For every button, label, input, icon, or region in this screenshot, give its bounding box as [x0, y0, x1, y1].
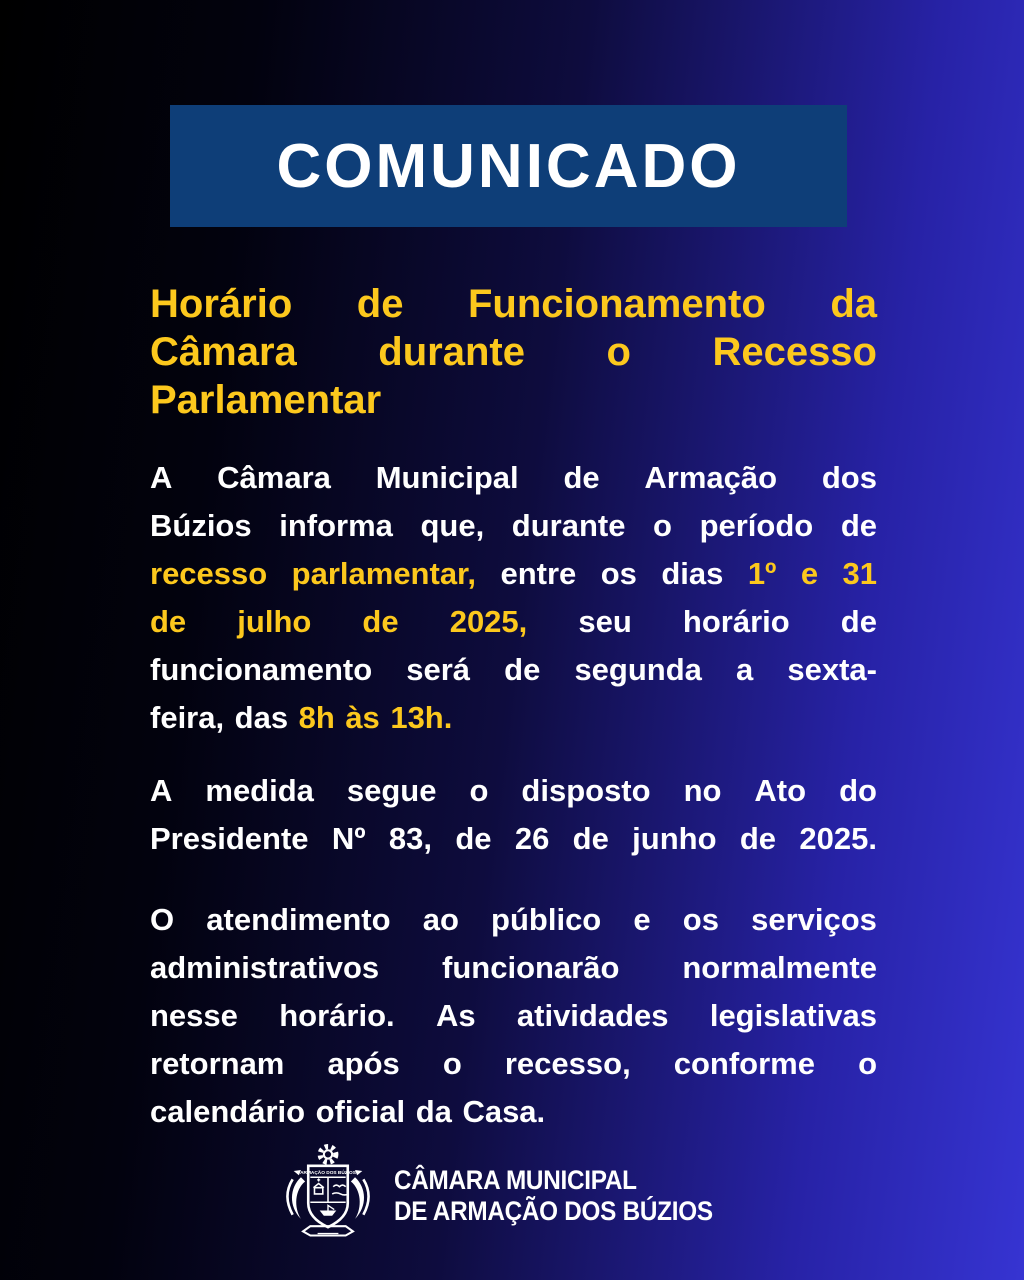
highlighted-word: 1º: [747, 556, 777, 591]
highlighted-word: 31: [842, 556, 877, 591]
highlighted-word: às: [345, 700, 380, 735]
text-word: O: [150, 902, 175, 937]
highlighted-word: 13h.: [390, 700, 453, 735]
paragraph-presidential-act: [150, 767, 877, 863]
highlighted-word: parlamentar,: [291, 556, 477, 591]
text-word: Funcionamento: [468, 282, 766, 326]
highlighted-word: 8h: [298, 700, 335, 735]
text-word: atendimento: [206, 902, 391, 937]
org-wordmark: [394, 1165, 713, 1227]
text-word: de: [739, 821, 777, 856]
text-line: [150, 646, 877, 694]
text-word: de: [504, 652, 541, 687]
org-name-line2: DE ARMAÇÃO DOS BÚZIOS: [393, 1196, 713, 1226]
highlighted-word: e: [800, 556, 819, 591]
text-line: [150, 992, 877, 1040]
text-word: horário.: [279, 998, 395, 1033]
text-word: horário: [682, 604, 790, 639]
text-word: administrativos: [150, 950, 380, 985]
text-word: de: [563, 460, 600, 495]
text-word: 83,: [388, 821, 432, 856]
text-word: seu: [578, 604, 632, 639]
text-word: após: [327, 1046, 400, 1081]
text-word: 2025.: [799, 821, 877, 856]
text-word: junho: [632, 821, 717, 856]
text-word: de: [572, 821, 609, 856]
text-word: Câmara: [217, 460, 331, 495]
text-word: funcionarão: [442, 950, 620, 985]
text-word: o: [653, 508, 672, 543]
text-word: Municipal: [375, 460, 519, 495]
text-word: da: [415, 1094, 452, 1129]
text-line: [150, 598, 877, 646]
text-word: feira,: [150, 700, 225, 735]
text-word: ao: [422, 902, 459, 937]
text-word: atividades: [516, 998, 669, 1033]
text-word: dias: [661, 556, 724, 591]
text-word: do: [839, 773, 877, 808]
text-word: oficial: [315, 1094, 406, 1129]
crest-inscription: ARMAÇÃO DOS BÚZIOS: [299, 1171, 356, 1177]
text-line: [150, 328, 877, 376]
text-line: [150, 1040, 877, 1088]
text-line: [150, 376, 877, 424]
text-word: A: [150, 773, 173, 808]
highlighted-word: julho: [237, 604, 312, 639]
text-word: medida: [205, 773, 314, 808]
announcement-title: [150, 280, 877, 424]
text-word: serviços: [751, 902, 877, 937]
text-word: Horário: [150, 282, 293, 326]
comunicado-banner: [170, 105, 847, 227]
text-word: de: [455, 821, 492, 856]
text-word: funcionamento: [150, 652, 373, 687]
text-word: os: [682, 902, 719, 937]
org-name-line1: CÂMARA MUNICIPAL: [393, 1165, 637, 1195]
text-word: Câmara: [150, 330, 297, 374]
text-line: [150, 896, 877, 944]
text-word: o: [469, 773, 489, 808]
text-word: de: [840, 508, 877, 543]
text-word: será: [406, 652, 471, 687]
text-word: recesso,: [504, 1046, 631, 1081]
text-word: segunda: [574, 652, 702, 687]
highlighted-word: recesso: [150, 556, 268, 591]
text-word: e: [633, 902, 651, 937]
text-word: período: [699, 508, 814, 543]
banner-title: COMUNICADO: [276, 131, 741, 201]
text-word: sexta-: [787, 652, 877, 687]
text-word: entre: [500, 556, 577, 591]
text-word: o: [858, 1046, 877, 1081]
text-word: As: [435, 998, 476, 1033]
text-word: durante: [511, 508, 626, 543]
text-word: A: [150, 460, 173, 495]
text-word: o: [442, 1046, 462, 1081]
text-word: disposto: [521, 773, 651, 808]
text-word: no: [683, 773, 722, 808]
text-word: o: [606, 330, 631, 374]
text-word: durante: [378, 330, 525, 374]
text-word: Recesso: [712, 330, 877, 374]
text-word: Nº: [331, 821, 366, 856]
city-crest-icon: [276, 1144, 380, 1248]
text-word: Búzios: [150, 508, 252, 543]
text-word: que,: [420, 508, 485, 543]
text-line: [150, 694, 877, 742]
text-word: Parlamentar: [150, 378, 382, 422]
highlighted-word: 2025,: [449, 604, 528, 639]
text-word: calendário: [150, 1094, 306, 1129]
text-line: [150, 1088, 877, 1136]
text-word: 26: [514, 821, 550, 856]
footer: [0, 1144, 1024, 1248]
text-line: [150, 454, 877, 502]
text-word: público: [491, 902, 602, 937]
announcement-body: [150, 280, 877, 1136]
text-word: a: [736, 652, 754, 687]
text-word: os: [600, 556, 637, 591]
text-word: informa: [279, 508, 393, 543]
text-line: [150, 280, 877, 328]
highlighted-word: de: [362, 604, 399, 639]
text-word: segue: [346, 773, 437, 808]
text-line: [150, 815, 877, 863]
paragraph-services-info: [150, 896, 877, 1136]
text-line: [150, 944, 877, 992]
text-word: nesse: [150, 998, 238, 1033]
text-word: das: [234, 700, 289, 735]
text-word: normalmente: [682, 950, 877, 985]
text-word: Casa.: [462, 1094, 546, 1129]
paragraph-opening-hours: [150, 454, 877, 742]
text-word: Armação: [644, 460, 778, 495]
text-word: conforme: [673, 1046, 815, 1081]
highlighted-word: de: [150, 604, 187, 639]
text-line: [150, 502, 877, 550]
text-word: de: [840, 604, 877, 639]
text-line: [150, 550, 877, 598]
text-word: retornam: [150, 1046, 285, 1081]
text-word: da: [830, 282, 877, 326]
text-line: [150, 767, 877, 815]
text-word: Presidente: [150, 821, 309, 856]
text-word: dos: [821, 460, 877, 495]
text-word: legislativas: [709, 998, 877, 1033]
text-word: de: [356, 282, 404, 326]
text-word: Ato: [754, 773, 807, 808]
